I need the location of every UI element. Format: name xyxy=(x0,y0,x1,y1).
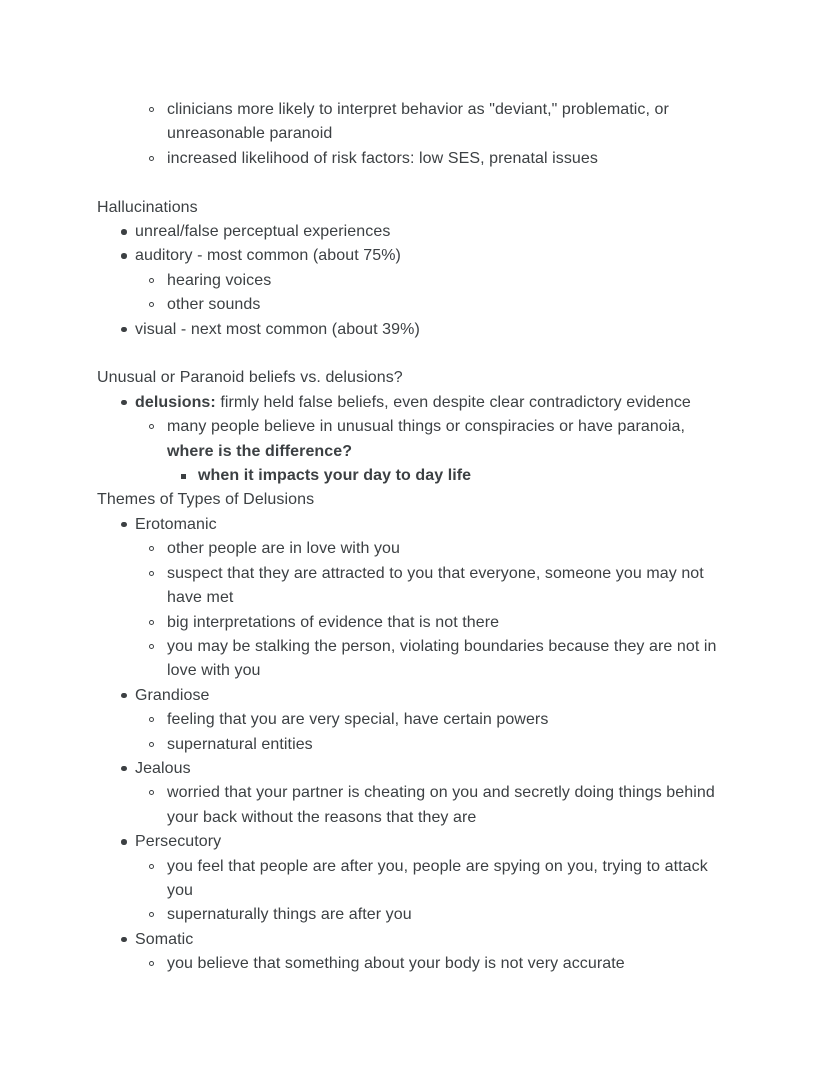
list-item xyxy=(97,464,723,488)
hollow-circle-bullet-icon xyxy=(149,156,154,161)
hollow-circle-bullet-icon xyxy=(149,961,154,966)
list-item-text: clinicians more likely to interpret behavior as "deviant," problematic, or unreasonable paranoid xyxy=(167,101,669,143)
list-item xyxy=(97,928,723,952)
heading-text: Unusual or Paranoid beliefs vs. delusions? xyxy=(97,369,403,387)
list-item xyxy=(97,684,723,708)
list-item xyxy=(97,293,723,317)
list-item xyxy=(97,903,723,927)
hollow-circle-bullet-icon xyxy=(149,864,154,869)
list-item xyxy=(97,733,723,757)
list-item-text: visual - next most common (about 39%) xyxy=(135,320,420,338)
section-heading-themes-of-types-of-delusions xyxy=(97,488,723,512)
list-item-text: hearing voices xyxy=(167,271,272,289)
list-item-text: Erotomanic xyxy=(135,515,217,533)
list-item-text: Somatic xyxy=(135,930,194,948)
list-item-text: increased likelihood of risk factors: low SES, prenatal issues xyxy=(167,149,598,167)
list-item xyxy=(97,391,723,415)
section-heading-hallucinations xyxy=(97,196,723,220)
disc-bullet-icon xyxy=(121,522,127,528)
list-item xyxy=(97,830,723,854)
list-item-text: other sounds xyxy=(167,296,261,314)
list-item xyxy=(97,952,723,976)
hollow-circle-bullet-icon xyxy=(149,302,154,307)
list-item-text: feeling that you are very special, have certain powers xyxy=(167,711,549,729)
list-item-text: firmly held false beliefs, even despite clear contradictory evidence xyxy=(215,393,691,411)
list-item xyxy=(97,611,723,635)
list-item xyxy=(97,708,723,732)
list-item-text: you may be stalking the person, violating boundaries because they are not in love with you xyxy=(167,637,717,680)
hollow-circle-bullet-icon xyxy=(149,717,154,722)
list-item xyxy=(97,537,723,561)
list-item-text: Grandiose xyxy=(135,686,210,704)
list-item-continuation xyxy=(97,440,723,464)
hollow-circle-bullet-icon xyxy=(149,424,154,429)
heading-text: Hallucinations xyxy=(97,198,198,216)
hollow-circle-bullet-icon xyxy=(149,912,154,917)
hollow-circle-bullet-icon xyxy=(149,278,154,283)
list-item-text: worried that your partner is cheating on you and secretly doing things behind your back without the reasons that they are xyxy=(167,784,715,826)
list-item xyxy=(97,147,723,171)
list-item-text: supernatural entities xyxy=(167,735,313,753)
list-item xyxy=(97,562,723,611)
list-item-text: you believe that something about your body is not very accurate xyxy=(167,955,625,973)
disc-bullet-icon xyxy=(121,693,127,699)
disc-bullet-icon xyxy=(121,839,127,845)
hollow-circle-bullet-icon xyxy=(149,742,154,747)
list-item-text: Jealous xyxy=(135,759,191,777)
filled-square-bullet-icon xyxy=(181,474,186,479)
heading-text: Themes of Types of Delusions xyxy=(97,491,315,509)
blank-line xyxy=(97,342,723,366)
list-item-text: unreal/false perceptual experiences xyxy=(135,223,391,241)
list-item-bold-label: delusions: xyxy=(135,393,216,411)
list-item xyxy=(97,98,723,147)
list-item-text: many people believe in unusual things or conspiracies or have paranoia, xyxy=(167,418,685,436)
disc-bullet-icon xyxy=(121,937,127,943)
document-body xyxy=(97,98,723,977)
hollow-circle-bullet-icon xyxy=(149,790,154,795)
hollow-circle-bullet-icon xyxy=(149,620,154,625)
list-item xyxy=(97,318,723,342)
list-item-text: other people are in love with you xyxy=(167,540,401,558)
list-item-text: big interpretations of evidence that is not there xyxy=(167,613,500,631)
section-heading-unusual-paranoid-beliefs xyxy=(97,366,723,390)
list-item xyxy=(97,415,723,439)
blank-line xyxy=(97,171,723,195)
list-item xyxy=(97,513,723,537)
disc-bullet-icon xyxy=(121,327,127,333)
list-item xyxy=(97,635,723,684)
list-item-bold-text: when it impacts your day to day life xyxy=(198,467,472,485)
hollow-circle-bullet-icon xyxy=(149,571,154,576)
list-item xyxy=(97,855,723,904)
list-item-text: suspect that they are attracted to you that everyone, someone you may not have met xyxy=(167,564,704,607)
disc-bullet-icon xyxy=(121,253,127,259)
list-item-text: you feel that people are after you, people are spying on you, trying to attack you xyxy=(167,857,708,899)
list-item-text: Persecutory xyxy=(135,833,222,851)
list-item xyxy=(97,757,723,781)
list-item-text: auditory - most common (about 75%) xyxy=(135,247,401,265)
list-item xyxy=(97,244,723,268)
list-item xyxy=(97,269,723,293)
hollow-circle-bullet-icon xyxy=(149,107,154,112)
disc-bullet-icon xyxy=(121,400,127,406)
hollow-circle-bullet-icon xyxy=(149,644,154,649)
list-item-text: supernaturally things are after you xyxy=(167,906,412,924)
list-item xyxy=(97,781,723,830)
list-item xyxy=(97,220,723,244)
disc-bullet-icon xyxy=(121,229,127,235)
hollow-circle-bullet-icon xyxy=(149,546,154,551)
list-item-bold-text: where is the difference? xyxy=(167,442,353,460)
disc-bullet-icon xyxy=(121,766,127,772)
